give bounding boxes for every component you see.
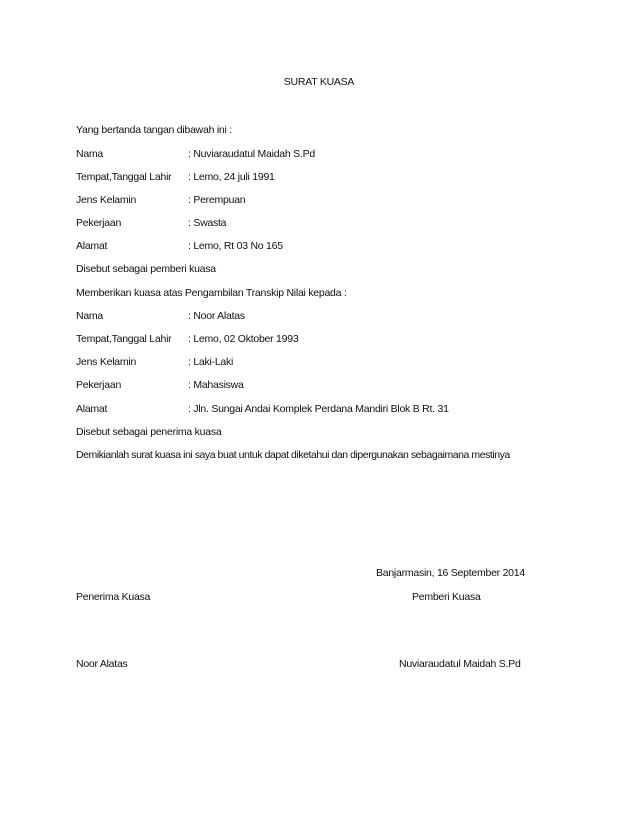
closing-text: Demikianlah surat kuasa ini saya buat untuk dapat diketahui dan dipergunakan sebagaimana mestinya	[76, 449, 510, 461]
penerima-kuasa-name: Noor Alatas	[76, 658, 128, 670]
penerima-alamat-label: Alamat	[76, 403, 108, 415]
pemberi-kuasa-name: Nuviaraudatul Maidah S.Pd	[399, 658, 521, 670]
memberikan-text: Memberikan kuasa atas Pengambilan Transkip Nilai kepada :	[76, 287, 347, 299]
penerima-kelamin-value: : Laki-Laki	[188, 356, 234, 368]
penerima-caption: Disebut sebagai penerima kuasa	[76, 426, 222, 438]
pemberi-alamat-value: : Lemo, Rt 03 No 165	[188, 240, 283, 252]
penerima-kelamin-label: Jens Kelamin	[76, 356, 137, 368]
pemberi-pekerjaan-label: Pekerjaan	[76, 217, 122, 229]
penerima-nama-label: Nama	[76, 310, 104, 322]
penerima-nama-value: : Noor Alatas	[188, 310, 245, 322]
place-date: Banjarmasin, 16 September 2014	[376, 567, 525, 579]
document-title: SURAT KUASA	[283, 76, 355, 88]
penerima-ttl-label: Tempat,Tanggal Lahir	[76, 333, 172, 345]
pemberi-kelamin-label: Jens Kelamin	[76, 194, 137, 206]
pemberi-nama-value: : Nuviaraudatul Maidah S.Pd	[188, 148, 315, 160]
pemberi-nama-label: Nama	[76, 148, 104, 160]
pemberi-caption: Disebut sebagai pemberi kuasa	[76, 263, 216, 275]
pemberi-kelamin-value: : Perempuan	[188, 194, 246, 206]
pemberi-pekerjaan-value: : Swasta	[188, 217, 227, 229]
penerima-kuasa-role: Penerima Kuasa	[76, 591, 151, 603]
penerima-pekerjaan-label: Pekerjaan	[76, 379, 122, 391]
penerima-alamat-value: : Jln. Sungai Andai Komplek Perdana Mandiri Blok B Rt. 31	[188, 403, 449, 415]
pemberi-alamat-label: Alamat	[76, 240, 108, 252]
pemberi-ttl-value: : Lemo, 24 juli 1991	[188, 171, 275, 183]
intro-text: Yang bertanda tangan dibawah ini :	[76, 124, 232, 136]
penerima-ttl-value: : Lemo, 02 Oktober 1993	[188, 333, 299, 345]
pemberi-kuasa-role: Pemberi Kuasa	[412, 591, 481, 603]
penerima-pekerjaan-value: : Mahasiswa	[188, 379, 244, 391]
pemberi-ttl-label: Tempat,Tanggal Lahir	[76, 171, 172, 183]
